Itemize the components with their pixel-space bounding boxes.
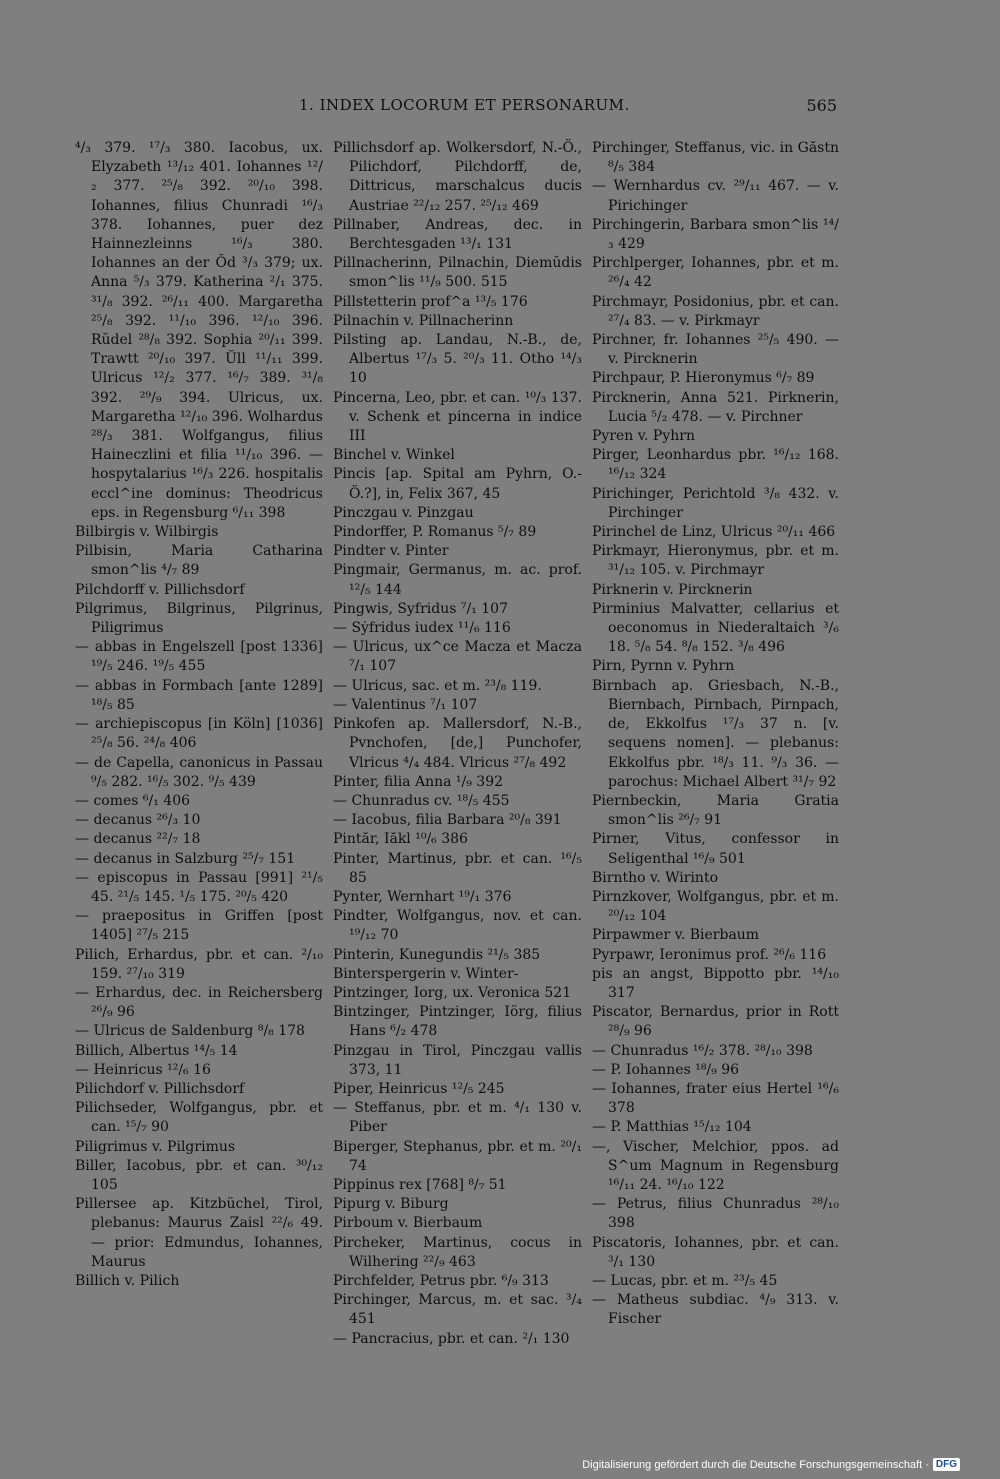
index-entry: Piernbeckin, Maria Gratia smon^lis ²⁶/₇ 91 [592, 792, 839, 829]
index-entry: Biller, Iacobus, pbr. et can. ³⁰/₁₂ 105 [75, 1157, 323, 1193]
page-header [75, 96, 837, 126]
index-column-1 [75, 139, 323, 1291]
index-entry: — Erhardus, dec. in Reichersberg ²⁶/₉ 96 [75, 984, 323, 1021]
index-entry: Pillnaber, Andreas, dec. in Berchtesgaden ¹³/₁ 131 [333, 216, 582, 253]
index-entry: — Valentinus ⁷/₁ 107 [333, 696, 478, 713]
index-entry: Piligrimus v. Pilgrimus [75, 1138, 236, 1155]
index-entry: — Pancracius, pbr. et can. ²/₁ 130 [333, 1330, 570, 1347]
index-entry: Bintzinger, Pintzinger, Iörg, filius Hans ⁶/₂ 478 [333, 1004, 582, 1040]
index-entry: Pilchdorff v. Pillichsdorf [75, 581, 245, 598]
index-entry: Pinczgau v. Pinzgau [333, 504, 474, 521]
index-entry: — comes ⁶/₁ 406 [75, 792, 191, 809]
index-entry: Pincis [ap. Spital am Pyhrn, O.-Ö.?], in, Felix 367, 45 [333, 466, 582, 502]
dfg-logo-icon: DFG [933, 1458, 960, 1471]
index-entry: — Iacobus, filia Barbara ²⁰/₈ 391 [333, 812, 562, 829]
index-entry: — abbas in Engelszell [post 1336] ¹⁹/₅ 246. ¹⁹/₅ 455 [75, 639, 323, 675]
index-entry: — P. Matthias ¹⁵/₁₂ 104 [592, 1119, 752, 1136]
index-entry: Birntho v. Wirinto [592, 869, 719, 886]
index-entry: Pilnachin v. Pillnacherinn [333, 312, 514, 329]
index-entry: Pirchingerin, Barbara smon^lis ¹⁴/₃ 429 [592, 216, 839, 253]
index-entry: Pirger, Leonhardus pbr. ¹⁶/₁₂ 168. ¹⁶/₁₂ 324 [592, 447, 839, 483]
index-entry: Pirminius Malvatter, cellarius et oeconomus in Niederaltaich ³/₆ 18. ⁵/₈ 54. ⁸/₈ 152. ³/₈ 496 [592, 600, 839, 656]
index-entry: Pirnzkover, Wolfgangus, pbr. et m. ²⁰/₁₂ 104 [592, 888, 839, 925]
page-footer [582, 1458, 960, 1471]
index-entry: Billich v. Pilich [75, 1272, 180, 1289]
index-entry: Pilichseder, Wolfgangus, pbr. et can. ¹⁵/₇ 90 [75, 1100, 323, 1136]
index-entry: — Heinricus ¹²/₆ 16 [75, 1061, 211, 1078]
index-entry: Birnbach ap. Griesbach, N.-B., Biernbach, Pirnbach, Pirnpach, de, Ekkolfus ¹⁷/₃ 37 n. [v. sequens nomen]. — plebanus: Ekkolfus pbr. ¹⁸/₃ 11. ⁹/₃ 36. — parochus: Michael Albert ³¹/₇ 92 [592, 677, 839, 790]
index-entry: — Wernhardus cv. ²⁹/₁₁ 467. — v. Pirichinger [592, 178, 839, 214]
index-entry: pis an angst, Bippotto pbr. ¹⁴/₁₀ 317 [592, 965, 839, 1001]
index-entry: — Steffanus, pbr. et m. ⁴/₁ 130 v. Piber [333, 1100, 582, 1136]
index-entry: — Sẏfridus iudex ¹¹/₆ 116 [333, 620, 511, 637]
index-entry: Pyrpawr, Ieronimus prof. ²⁶/₆ 116 [592, 946, 827, 963]
index-entry: Pillersee ap. Kitzbüchel, Tirol, plebanus: Maurus Zaisl ²²/₆ 49. — prior: Edmundus, Iohannes, Maurus [75, 1196, 323, 1270]
index-entry: — Ulricus, ux^ce Macza et Macza ⁷/₁ 107 [333, 639, 582, 675]
index-entry: —, Vischer, Melchior, ppos. ad S^um Magnum in Regensburg ¹⁶/₁₁ 24. ¹⁶/₁₀ 122 [592, 1138, 839, 1193]
index-entry: Pirchinger, Steffanus, vic. in Găstn ⁸/₅ 384 [592, 140, 839, 176]
index-entry: Pirkmayr, Hieronymus, pbr. et m. ³¹/₁₂ 105. v. Pirchmayr [592, 543, 839, 579]
index-entry: Pilgrimus, Bilgrinus, Pilgrinus, Piligrimus [75, 600, 323, 637]
index-entry: Pirchinger, Marcus, m. et sac. ³/₄ 451 [333, 1292, 582, 1328]
index-entry: Pipurg v. Biburg [333, 1196, 449, 1213]
index-entry: Pilbisin, Maria Catharina smon^lis ⁴/₇ 89 [75, 543, 323, 579]
index-column-3 [592, 139, 839, 1330]
index-entry: — decanus ²²/₇ 18 [75, 831, 201, 848]
index-entry: Pillstetterin prof^a ¹³/₅ 176 [333, 293, 528, 310]
index-entry: — Iohannes, frater eius Hertel ¹⁶/₆ 378 [592, 1080, 839, 1117]
index-entry: Pinterin, Kunegundis ²¹/₅ 385 [333, 946, 541, 963]
index-column-2 [333, 139, 582, 1349]
index-entry: Billich, Albertus ¹⁴/₅ 14 [75, 1042, 238, 1059]
index-entry: Pilichdorf v. Pillichsdorf [75, 1080, 245, 1097]
index-entry: Pyren v. Pyhrn [592, 428, 695, 445]
index-entry: Piper, Heinricus ¹²/₅ 245 [333, 1080, 505, 1097]
index-entry: Pirchfelder, Petrus pbr. ⁶/₉ 313 [333, 1272, 549, 1289]
index-entry: — decanus in Salzburg ²⁵/₇ 151 [75, 850, 296, 867]
index-entry: Pingwis, Syfridus ⁷/₁ 107 [333, 600, 508, 617]
index-entry: Pippinus rex [768] ⁸/₇ 51 [333, 1176, 507, 1193]
index-entry: — praepositus in Griffen [post 1405] ²⁷/₅ 215 [75, 908, 323, 944]
index-entry: — Chunradus cv. ¹⁸/₅ 455 [333, 792, 510, 809]
running-title: 1. INDEX LOCORUM ET PERSONARUM. [299, 96, 630, 114]
footer-credit: Digitalisierung gefördert durch die Deutsche Forschungsgemeinschaft · [582, 1458, 929, 1471]
index-entry: Pindter, Wolfgangus, nov. et can. ¹⁹/₁₂ 70 [333, 908, 582, 944]
index-entry: Pillichsdorf ap. Wolkersdorf, N.-Ö., Pilichdorf, Pilchdorff, de, Dittricus, marschalcus ducis Austriae ²²/₁₂ 257. ²⁵/₁₂ 469 [333, 140, 582, 214]
index-entry: Pirn, Pyrnn v. Pyhrn [592, 658, 735, 675]
index-entry: — Chunradus ¹⁶/₂ 378. ²⁸/₁₀ 398 [592, 1042, 813, 1059]
index-entry: Pircknerin, Anna 521. Pirknerin, Lucia ⁵/₂ 478. — v. Pirchner [592, 389, 839, 425]
index-entry: — Ulricus de Saldenburg ⁸/₈ 178 [75, 1023, 305, 1040]
index-entry: Pintăr, Iăkl ¹⁰/₆ 386 [333, 831, 468, 848]
index-entry: Pynter, Wernhart ¹⁹/₁ 376 [333, 888, 512, 905]
index-entry: Pinkofen ap. Mallersdorf, N.-B., Pvnchofen, [de,] Punchofer, Vlricus ⁴/₄ 484. Vlricus ²⁷/₈ 492 [333, 716, 582, 771]
index-entry: — episcopus in Passau [991] ²¹/₅ 45. ²¹/₅ 145. ¹/₅ 175. ²⁰/₅ 420 [75, 869, 323, 905]
index-entry: Pindter v. Pinter [333, 543, 449, 560]
index-entry: Binterspergerin v. Winter- [333, 965, 519, 982]
index-entry: Pillnacherinn, Pilnachin, Diemŭdis smon^lis ¹¹/₉ 500. 515 [333, 255, 582, 291]
index-entry: Pingmair, Germanus, m. ac. prof. ¹²/₅ 144 [333, 562, 582, 598]
index-entry: Pilich, Erhardus, pbr. et can. ²/₁₀ 159. ²⁷/₁₀ 319 [75, 946, 323, 982]
index-entry: Pirboum v. Bierbaum [333, 1215, 483, 1232]
index-entry: Piscatoris, Iohannes, pbr. et can. ³/₁ 130 [592, 1234, 839, 1270]
index-entry: — Matheus subdiac. ⁴/₉ 313. v. Fischer [592, 1292, 839, 1328]
index-entry: Biperger, Stephanus, pbr. et m. ²⁰/₁ 74 [333, 1138, 582, 1174]
index-entry: Pinzgau in Tirol, Pinczgau vallis 373, 11 [333, 1042, 582, 1078]
index-entry: Pinter, filia Anna ¹/₉ 392 [333, 773, 504, 790]
index-entry: Pirichinger, Perichtold ³/₈ 432. v. Pirchinger [592, 485, 839, 521]
index-entry: Pirknerin v. Pircknerin [592, 581, 753, 598]
index-entry: — Ulricus, sac. et m. ²³/₈ 119. [333, 677, 542, 694]
index-entry: Pindorffer, P. Romanus ⁵/₇ 89 [333, 524, 537, 541]
index-entry: — de Capella, canonicus in Passau ⁹/₅ 282. ¹⁶/₅ 302. ⁹/₅ 439 [75, 754, 323, 790]
index-entry: Pirner, Vitus, confessor in Seligenthal ¹⁶/₉ 501 [592, 831, 839, 867]
index-entry: — Lucas, pbr. et m. ²³/₅ 45 [592, 1272, 778, 1289]
index-entry: Pintzinger, Iorg, ux. Veronica 521 [333, 984, 572, 1001]
index-entry: Pincerna, Leo, pbr. et can. ¹⁰/₃ 137. v. Schenk et pincerna in indice III [333, 389, 582, 445]
index-entry: Pilsting ap. Landau, N.-B., de, Albertus ¹⁷/₃ 5. ²⁰/₃ 11. Otho ¹⁴/₃ 10 [333, 332, 582, 387]
index-entry: — abbas in Formbach [ante 1289] ¹⁸/₅ 85 [75, 677, 323, 713]
index-entry: Binchel v. Winkel [333, 447, 455, 464]
index-entry: Pirchlperger, Iohannes, pbr. et m. ²⁶/₄ 42 [592, 255, 839, 291]
index-entry: Bilbirgis v. Wilbirgis [75, 524, 219, 541]
index-entry: — archiepiscopus [in Köln] [1036] ²⁵/₈ 56. ²⁴/₈ 406 [75, 716, 323, 752]
index-entry: — P. Iohannes ¹⁸/₉ 96 [592, 1061, 740, 1078]
page-number: 565 [806, 96, 837, 115]
index-entry: Pirchmayr, Posidonius, pbr. et can. ²⁷/₄ 83. — v. Pirkmayr [592, 293, 839, 329]
index-entry: ⁴/₃ 379. ¹⁷/₃ 380. Iacobus, ux. Elyzabeth ¹³/₁₂ 401. Iohannes ¹²/₂ 377. ²⁵/₈ 392. ²⁰/₁₀ 398. Iohannes, filius Chunradi ¹⁶/₃ 378. Iohannes, puer dez Hainnezleinns ¹⁶/₃ 380. Iohannes an der Ŏd ³/₃ 379; ux. Anna ⁵/₃ 379. Katherina ²/₁ 375. ³¹/₈ 392. ²⁶/₁₁ 400. Margaretha ²⁵/₈ 392. ¹¹/₁₀ 396. ¹²/₁₀ 396. Rŭdel ²⁸/₈ 392. Sophia ²⁰/₁₁ 399. Trawtt ²⁰/₁₀ 397. Ŭll ¹¹/₁₁ 399. Ulricus ¹²/₂ 377. ¹⁶/₇ 389. ³¹/₈ 392. ²⁹/₉ 394. Ulricus, ux. Margaretha ¹²/₁₀ 396. Wolhardus ²⁸/₃ 381. Wolfgangus, filius Haineczlini et filia ¹¹/₁₀ 396. — hospytalarius ¹⁶/₃ 226. hospitalis eccl^ine dominus: Theodricus eps. in Regensburg ⁶/₁₁ 398 [75, 140, 323, 521]
index-entry: Pirchpaur, P. Hieronymus ⁶/₇ 89 [592, 370, 815, 387]
index-entry: Pircheker, Martinus, cocus in Wilhering ²²/₉ 463 [333, 1234, 582, 1270]
index-entry: Pinter, Martinus, pbr. et can. ¹⁶/₅ 85 [333, 850, 582, 886]
index-entry: Pirchner, fr. Iohannes ²⁵/₅ 490. — v. Pircknerin [592, 332, 839, 368]
index-entry: Piscator, Bernardus, prior in Rott ²⁸/₉ 96 [592, 1004, 839, 1040]
index-entry: Pirpawmer v. Bierbaum [592, 927, 760, 944]
index-entry: Pirinchel de Linz, Ulricus ²⁰/₁₁ 466 [592, 524, 836, 541]
index-entry: — decanus ²⁶/₃ 10 [75, 812, 201, 829]
index-entry: — Petrus, filius Chunradus ²⁸/₁₀ 398 [592, 1196, 839, 1232]
